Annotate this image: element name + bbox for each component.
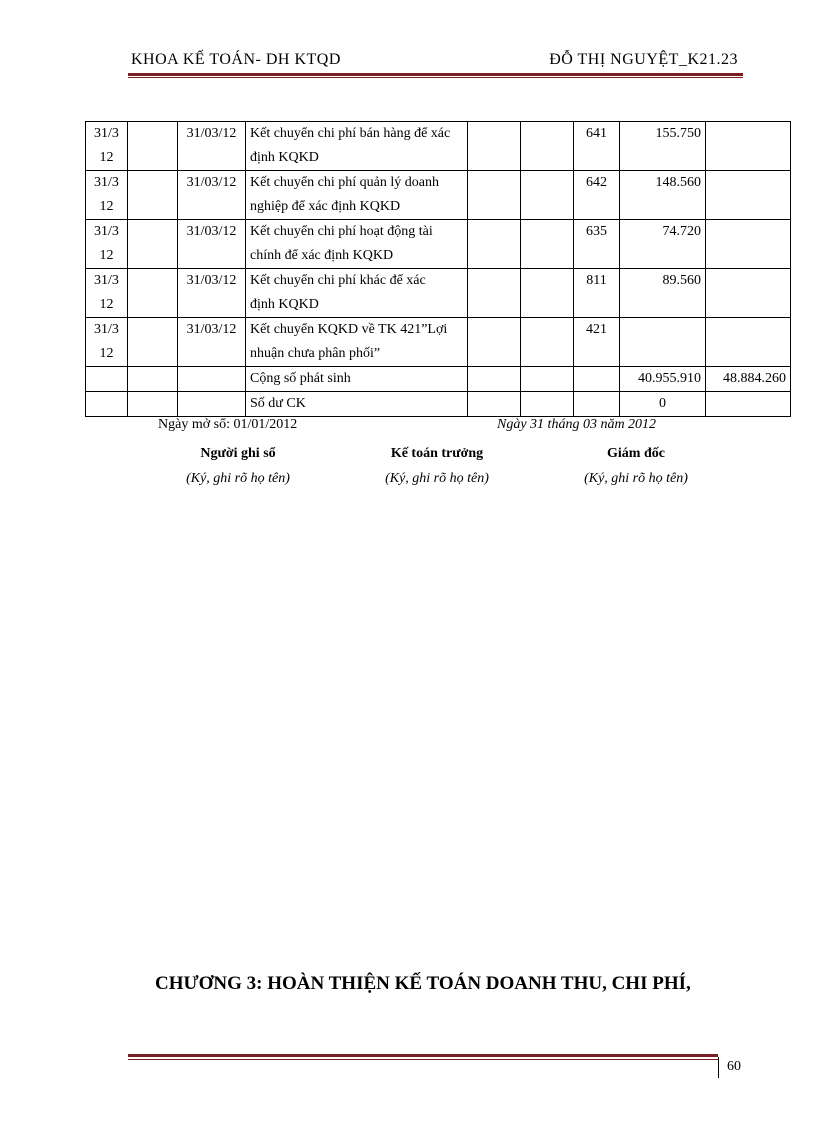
doc-date: 31/03/12 xyxy=(178,122,246,171)
doc-number xyxy=(128,318,178,367)
header-rule xyxy=(128,73,743,76)
footer-rule xyxy=(128,1054,718,1057)
journal-line xyxy=(521,122,574,171)
entry-date: 31/3 12 xyxy=(86,220,128,269)
table-row xyxy=(86,122,791,171)
closing-value: 0 xyxy=(620,392,706,417)
signer-title-chief-accountant: Kế toán trưởng xyxy=(390,446,484,461)
table-row xyxy=(86,171,791,220)
doc-date: 31/03/12 xyxy=(178,269,246,318)
journal-page xyxy=(468,220,521,269)
journal-page xyxy=(468,269,521,318)
doc-date: 31/03/12 xyxy=(178,171,246,220)
doc-number xyxy=(128,171,178,220)
total-debit: 40.955.910 xyxy=(620,367,706,392)
journal-page xyxy=(468,318,521,367)
credit-amount xyxy=(706,171,791,220)
description: Kết chuyển chi phí bán hàng để xác định KQKD xyxy=(246,122,468,171)
chapter-title: CHƯƠNG 3: HOÀN THIỆN KẾ TOÁN DOANH THU, CHI PHÍ, xyxy=(155,973,691,994)
description: Kết chuyển KQKD về TK 421”Lợi nhuận chưa phân phối” xyxy=(246,318,468,367)
description: Kết chuyển chi phí quản lý doanh nghiệp để xác định KQKD xyxy=(246,171,468,220)
doc-number xyxy=(128,122,178,171)
journal-line xyxy=(521,220,574,269)
open-date: Ngày mở sổ: 01/01/2012 xyxy=(158,417,298,432)
journal-line xyxy=(521,171,574,220)
closing-label: Số dư CK xyxy=(246,392,468,417)
header-faculty: KHOA KẾ TOÁN- DH KTQD xyxy=(131,51,341,68)
debit-amount: 148.560 xyxy=(620,171,706,220)
doc-number xyxy=(128,220,178,269)
signer-note-director: (Ký, ghi rõ họ tên) xyxy=(584,471,688,486)
credit-amount xyxy=(706,220,791,269)
header-rule-thin xyxy=(128,77,743,78)
table-row xyxy=(86,269,791,318)
doc-date: 31/03/12 xyxy=(178,318,246,367)
page-header xyxy=(131,51,738,73)
debit-amount: 89.560 xyxy=(620,269,706,318)
credit-amount xyxy=(706,318,791,367)
description: Kết chuyển chi phí khác để xác định KQKD xyxy=(246,269,468,318)
journal-page xyxy=(468,171,521,220)
page-number: 60 xyxy=(727,1059,741,1074)
debit-amount: 74.720 xyxy=(620,220,706,269)
debit-amount xyxy=(620,318,706,367)
credit-amount xyxy=(706,269,791,318)
contra-account: 421 xyxy=(574,318,620,367)
document-date: Ngày 31 tháng 03 năm 2012 xyxy=(497,417,657,432)
ledger-table xyxy=(85,121,791,417)
journal-line xyxy=(521,318,574,367)
total-credit: 48.884.260 xyxy=(706,367,791,392)
signer-title-recorder: Người ghi sổ xyxy=(200,446,276,461)
journal-line xyxy=(521,269,574,318)
entry-date: 31/3 12 xyxy=(86,171,128,220)
contra-account: 641 xyxy=(574,122,620,171)
entry-date: 31/3 12 xyxy=(86,318,128,367)
header-author: ĐỖ THỊ NGUYỆT_K21.23 xyxy=(549,51,738,68)
entry-date: 31/3 12 xyxy=(86,122,128,171)
contra-account: 811 xyxy=(574,269,620,318)
doc-number xyxy=(128,269,178,318)
signer-note-recorder: (Ký, ghi rõ họ tên) xyxy=(186,471,290,486)
doc-date: 31/03/12 xyxy=(178,220,246,269)
signer-title-director: Giám đốc xyxy=(607,446,665,461)
contra-account: 635 xyxy=(574,220,620,269)
entry-date: 31/3 12 xyxy=(86,269,128,318)
closing-row xyxy=(86,392,791,417)
signer-note-chief-accountant: (Ký, ghi rõ họ tên) xyxy=(385,471,489,486)
total-row xyxy=(86,367,791,392)
description: Kết chuyển chi phí hoạt động tài chính để xác định KQKD xyxy=(246,220,468,269)
table-row xyxy=(86,318,791,367)
total-label: Cộng số phát sinh xyxy=(246,367,468,392)
page-number-box xyxy=(718,1057,743,1078)
debit-amount: 155.750 xyxy=(620,122,706,171)
credit-amount xyxy=(706,122,791,171)
table-row xyxy=(86,220,791,269)
footer-rule-thin xyxy=(128,1059,718,1060)
contra-account: 642 xyxy=(574,171,620,220)
journal-page xyxy=(468,122,521,171)
